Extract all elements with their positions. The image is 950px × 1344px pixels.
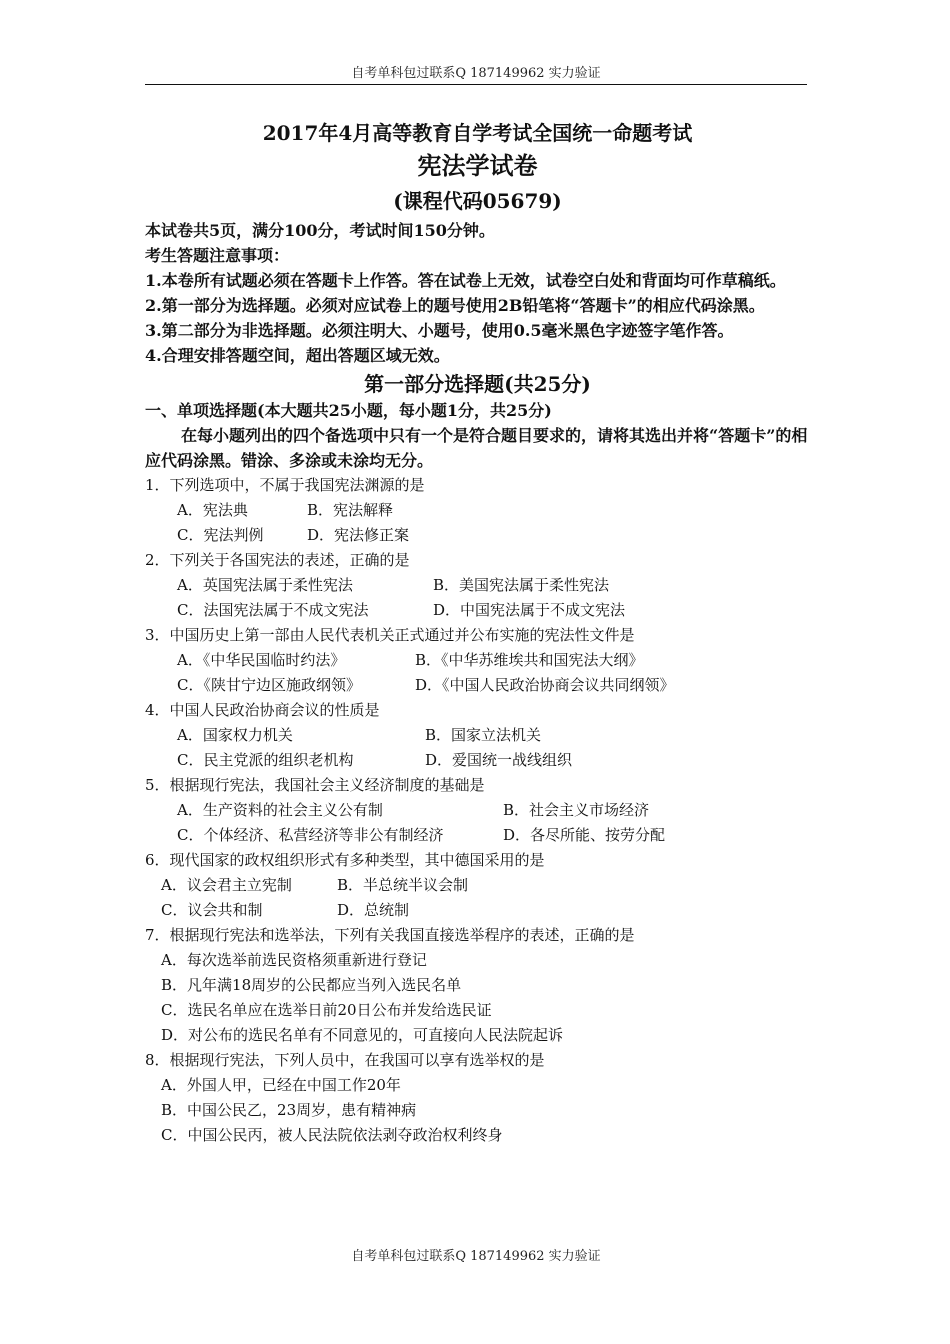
question [145,923,810,1048]
intro-line: 2.第一部分为选择题。必须对应试卷上的题号使用2B铅笔将“答题卡”的相应代码涂黑。 [145,296,765,315]
page-header: 自考单科包过联系Q 187149962 实力验证 [351,66,601,81]
option: A．宪法典 [177,501,248,519]
question-stem: 3．中国历史上第一部由人民代表机关正式通过并公布实施的宪法性文件是 [145,626,635,644]
option: A．外国人甲，已经在中国工作20年 [161,1076,401,1094]
intro-line: 4.合理安排答题空间，超出答题区域无效。 [145,346,450,365]
option: C．中国公民丙，被人民法院依法剥夺政治权利终身 [161,1126,503,1144]
option: D．总统制 [337,901,410,919]
option: A．议会君主立宪制 [161,876,292,894]
option: A．英国宪法属于柔性宪法 [177,576,353,594]
question [145,473,810,548]
option: C．个体经济、私营经济等非公有制经济 [177,826,444,844]
option: C．民主党派的组织老机构 [177,751,354,769]
option: D．宪法修正案 [307,526,410,544]
question-stem: 8．根据现行宪法，下列人员中，在我国可以享有选举权的是 [145,1051,545,1069]
option: B．宪法解释 [307,501,394,519]
intro-line: 本试卷共5页，满分100分，考试时间150分钟。 [145,221,495,240]
option: A．每次选举前选民资格须重新进行登记 [161,951,427,969]
question-stem: 6．现代国家的政权组织形式有多种类型，其中德国采用的是 [145,851,545,869]
option: A．《中华民国临时约法》 [177,651,346,669]
option: B．凡年满18周岁的公民都应当列入选民名单 [161,976,462,994]
question-stem: 5．根据现行宪法，我国社会主义经济制度的基础是 [145,776,485,794]
option: C．议会共和制 [161,901,263,919]
question [145,773,810,848]
option: C．宪法判例 [177,526,264,544]
option: B．国家立法机关 [425,726,542,744]
option: B．美国宪法属于柔性宪法 [433,576,610,594]
option: B．社会主义市场经济 [503,801,650,819]
section-title: 第一部分选择题(共25分) [364,372,591,396]
question [145,623,810,698]
option: B．《中华苏维埃共和国宪法大纲》 [415,651,644,669]
instruction: 在每小题列出的四个备选项中只有一个是符合题目要求的，请将其选出并将“答题卡”的相应代码涂黑。错涂、多涂或未涂均无分。 [145,426,808,470]
option: D．《中国人民政治协商会议共同纲领》 [415,676,675,694]
option: D．各尽所能、按劳分配 [503,826,666,844]
header-rule [145,84,807,85]
option: A．国家权力机关 [177,726,293,744]
option: D．对公布的选民名单有不同意见的，可直接向人民法院起诉 [161,1026,564,1044]
intro-line: 1.本卷所有试题必须在答题卡上作答。答在试卷上无效，试卷空白处和背面均可作草稿纸。 [145,271,786,290]
course-code: (课程代码05679) [393,189,562,213]
question [145,548,810,623]
option: C．《陕甘宁边区施政纲领》 [177,676,361,694]
intro-line: 考生答题注意事项： [145,246,290,265]
question-stem: 1．下列选项中，不属于我国宪法渊源的是 [145,476,425,494]
option: A．生产资料的社会主义公有制 [177,801,383,819]
question [145,848,810,923]
subject-title: 宪法学试卷 [417,151,538,180]
question-stem: 7．根据现行宪法和选举法，下列有关我国直接选举程序的表述，正确的是 [145,926,635,944]
subsection-title: 一、单项选择题(本大题共25小题，每小题1分，共25分) [145,401,552,420]
exam-title: 2017年4月高等教育自学考试全国统一命题考试 [262,121,693,145]
option: D．爱国统一战线组织 [425,751,573,769]
exam-content [145,100,810,1148]
option: C．选民名单应在选举日前20日公布并发给选民证 [161,1001,492,1019]
question-stem: 4．中国人民政治协商会议的性质是 [145,701,380,719]
page-footer: 自考单科包过联系Q 187149962 实力验证 [351,1249,601,1264]
option: B．半总统半议会制 [337,876,469,894]
intro-line: 3.第二部分为非选择题。必须注明大、小题号，使用0.5毫米黑色字迹签字笔作答。 [145,321,734,340]
question [145,1048,810,1148]
question-stem: 2．下列关于各国宪法的表述，正确的是 [145,551,410,569]
option: D．中国宪法属于不成文宪法 [433,601,626,619]
option: B．中国公民乙，23周岁，患有精神病 [161,1101,417,1119]
option: C．法国宪法属于不成文宪法 [177,601,369,619]
question [145,698,810,773]
